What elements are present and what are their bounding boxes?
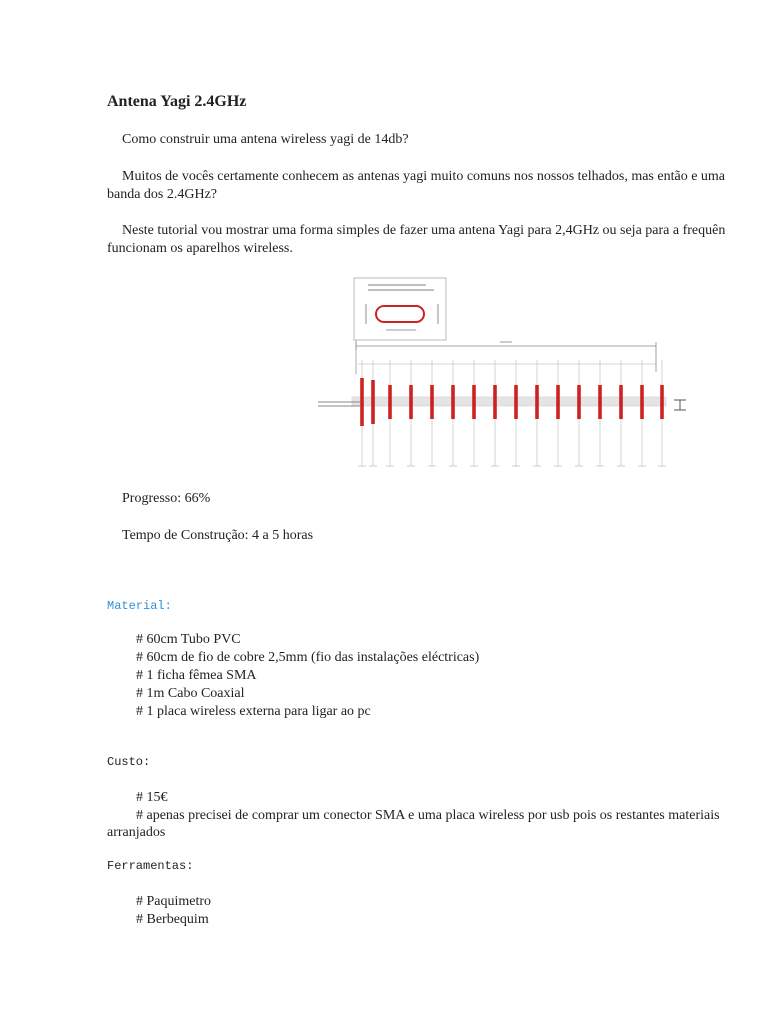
material-item: # 1 ficha fêmea SMA [136, 668, 257, 683]
antenna-element [577, 385, 581, 419]
material-item: # 60cm Tubo PVC [136, 632, 241, 647]
page-title: Antena Yagi 2.4GHz [107, 93, 247, 110]
yagi-antenna-diagram [316, 276, 686, 472]
antenna-boom [352, 397, 666, 406]
material-heading: Material: [107, 599, 172, 613]
intro-paragraph-2-line-2: funcionam os aparelhos wireless. [107, 241, 293, 256]
intro-paragraph-1-line-1: Muitos de vocês certamente conhecem as antenas yagi muito comuns nos nossos telhados, mas então e uma [122, 169, 726, 184]
cost-item: # 15€ [136, 790, 168, 805]
progress-text: Progresso: 66% [122, 491, 211, 506]
material-item: # 60cm de fio de cobre 2,5mm (fio das instalações eléctricas) [136, 650, 480, 665]
antenna-element [535, 385, 539, 419]
antenna-element [472, 385, 476, 419]
cost-heading: Custo: [107, 755, 151, 769]
antenna-element [451, 385, 455, 419]
antenna-element [493, 385, 497, 419]
material-item: # 1 placa wireless externa para ligar ao pc [136, 704, 371, 719]
antenna-element [371, 380, 375, 424]
intro-question: Como construir uma antena wireless yagi de 14db? [122, 132, 409, 147]
antenna-element [430, 385, 434, 419]
build-time-text: Tempo de Construção: 4 a 5 horas [122, 528, 314, 543]
tool-item: # Berbequim [136, 912, 209, 927]
material-item: # 1m Cabo Coaxial [136, 686, 245, 701]
antenna-element [640, 385, 644, 419]
antenna-element [360, 378, 364, 426]
tools-heading: Ferramentas: [107, 859, 194, 873]
intro-paragraph-2-line-1: Neste tutorial vou mostrar uma forma simples de fazer uma antena Yagi para 2,4GHz ou seja para a frequên [122, 223, 726, 238]
tool-item: # Paquimetro [136, 894, 212, 909]
antenna-element [409, 385, 413, 419]
antenna-element [514, 385, 518, 419]
cost-item: # apenas precisei de comprar um conector SMA e uma placa wireless por usb pois os restantes materiais [136, 808, 720, 823]
antenna-element [556, 385, 560, 419]
antenna-element [598, 385, 602, 419]
cost-item-continuation: arranjados [107, 825, 166, 840]
antenna-element [619, 385, 623, 419]
intro-paragraph-1-line-2: banda dos 2.4GHz? [107, 187, 218, 202]
antenna-element [388, 385, 392, 419]
antenna-element [660, 385, 664, 419]
